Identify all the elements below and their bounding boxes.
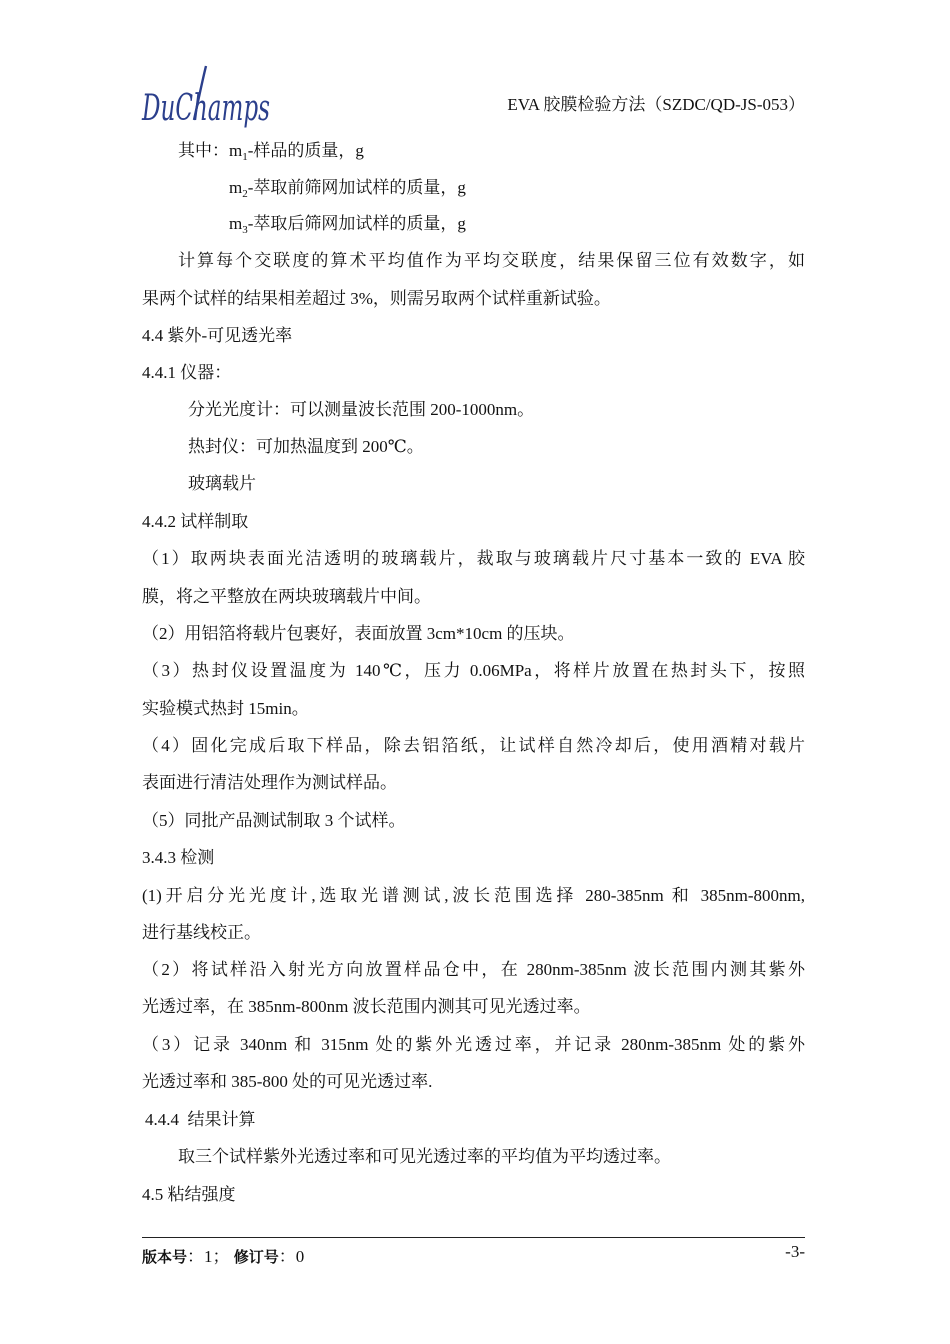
version-label: 版本号 (142, 1248, 188, 1266)
svg-text:DuChamps: DuChamps (141, 88, 270, 129)
text-line: （4）固化完成后取下样品，除去铝箔纸，让试样自然冷却后，使用酒精对载片 (142, 736, 805, 755)
text-line: 光透过率和 385-800 处的可见光透过率. (142, 1072, 433, 1091)
text-line: 光透过率，在 385nm-800nm 波长范围内测其可见光透过率。 (142, 997, 591, 1016)
text-line: 果两个试样的结果相差超过 3%，则需另取两个试样重新试验。 (142, 289, 611, 308)
text-line: 计算每个交联度的算术平均值作为平均交联度，结果保留三位有效数字，如 (178, 251, 805, 270)
duchamps-logo (142, 62, 274, 130)
text-line: 热封仪：可加热温度到 200℃。 (188, 437, 424, 456)
text-line: （2）用铝箔将载片包裹好，表面放置 3cm*10cm 的压块。 (142, 624, 575, 643)
subsection-heading: 4.4.2 试样制取 (142, 512, 249, 531)
text-line: 取三个试样紫外光透过率和可见光透过率的平均值为平均透过率。 (178, 1147, 671, 1166)
text-line: 表面进行清洁处理作为测试样品。 (142, 773, 397, 792)
text-line: （1）取两块表面光洁透明的玻璃载片，裁取与玻璃载片尺寸基本一致的 EVA 胶 (142, 549, 805, 568)
footer-version-info (142, 1242, 304, 1267)
text-line: （3）热封仪设置温度为 140℃，压力 0.06MPa，将样片放置在热封头下，按照 (142, 661, 805, 680)
text-line: （3）记录 340nm 和 315nm 处的紫外光透过率，并记录 280nm-385nm 处的紫外 (142, 1035, 805, 1054)
text-line: $m_3-$萃取后筛网加试样的质量，g (229, 214, 466, 236)
version-value: ：1； (187, 1247, 230, 1266)
text-line: 其中：$m_1-$样品的质量，g (178, 141, 364, 163)
subsection-heading: 4.4.1 仪器： (142, 363, 232, 382)
revision-value: ：0 (278, 1247, 305, 1266)
text-line: 进行基线校正。 (142, 923, 261, 942)
section-heading: 4.4 紫外-可见透光率 (142, 326, 293, 345)
text-line: 分光光度计：可以测量波长范围 200-1000nm。 (188, 400, 535, 419)
text-line: 玻璃载片 (188, 474, 256, 493)
text-line: （2）将试样沿入射光方向放置样品仓中，在 280nm-385nm 波长范围内测其紫外 (142, 960, 805, 979)
text-line: 实验模式热封 15min。 (142, 699, 309, 718)
subsection-heading: 4.4.4 结果计算 (145, 1110, 256, 1129)
document-title: EVA 胶膜检验方法（SZDC/QD-JS-053） (507, 95, 805, 114)
text-line: (1)开启分光光度计,选取光谱测试,波长范围选择 280-385nm 和 385nm-800nm, (142, 886, 805, 905)
text-line: （5）同批产品测试制取 3 个试样。 (142, 811, 406, 830)
subsection-heading: 3.4.3 检测 (142, 848, 215, 867)
footer-divider (142, 1237, 805, 1238)
text-line: 膜，将之平整放在两块玻璃载片中间。 (142, 587, 431, 606)
text-line: $m_2-$萃取前筛网加试样的质量，g (229, 178, 466, 200)
revision-label: 修订号 (233, 1248, 279, 1266)
section-heading: 4.5 粘结强度 (142, 1185, 236, 1204)
page-number: -3- (785, 1242, 805, 1261)
